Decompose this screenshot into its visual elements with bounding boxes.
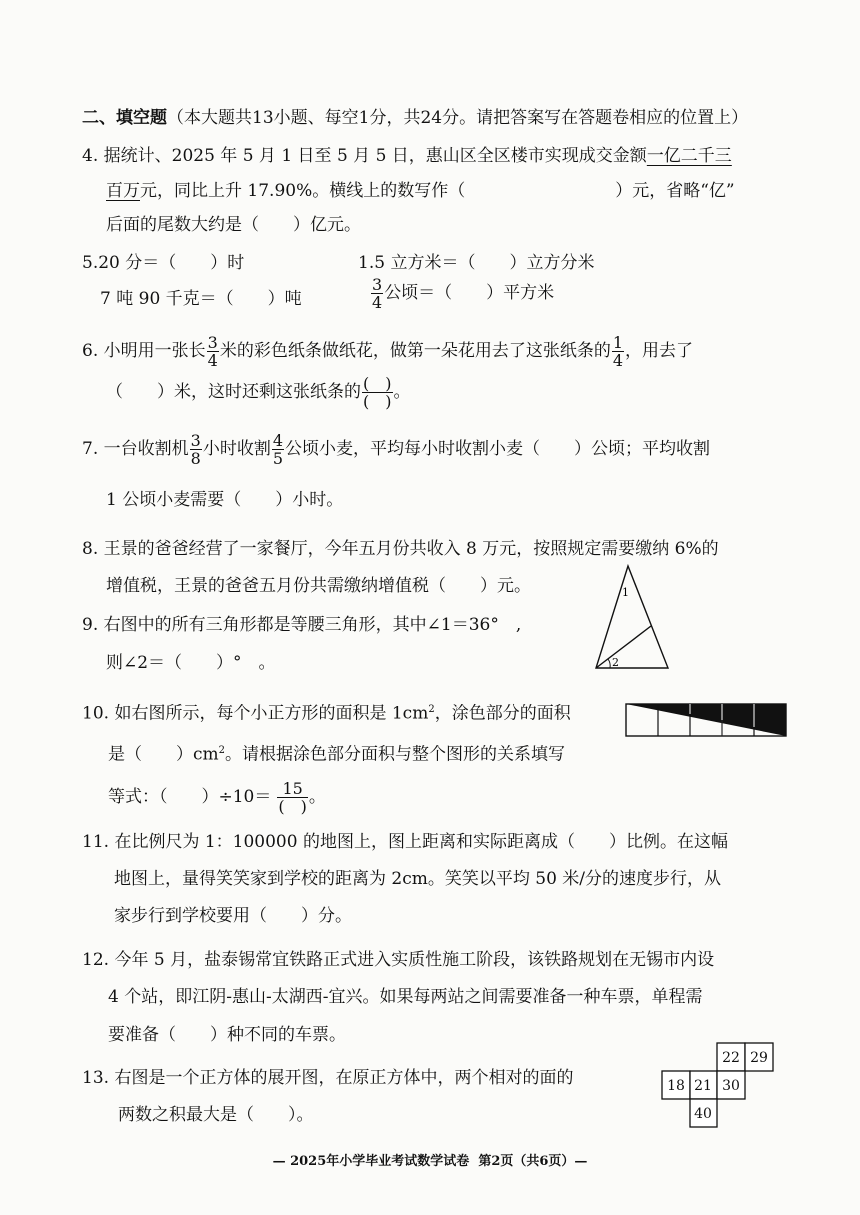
q12-number: 12. <box>82 950 110 970</box>
q12-text-1: 今年 5 月，盐泰锡常宜铁路正式进入实质性施工阶段，该铁路规划在无锡市内设 <box>114 950 715 970</box>
q10-text-4: 。请根据涂色部分面积与整个图形的关系填写 <box>225 744 566 765</box>
q5-fraction <box>371 276 383 311</box>
q5-part-d-text: 公顷＝（ ）平方米 <box>384 283 555 303</box>
q10-fraction-den: ( ) <box>278 797 307 816</box>
q11-line3: 家步行到学校要用（ ）分。 <box>114 906 352 926</box>
q13-line2: 两数之积最大是（ ）。 <box>118 1105 314 1125</box>
q8-text-1: 王景的爸爸经营了一家餐厅，今年五月份共收入 8 万元，按照规定需要缴纳 6%的 <box>103 539 719 559</box>
q8-number: 8. <box>82 539 99 559</box>
q12-line2: 4 个站，即江阴-惠山-太湖西-宜兴。如果每两站之间需要准备一种车票，单程需 <box>108 987 703 1007</box>
q8-line1 <box>82 541 719 558</box>
q5-part-d <box>370 276 554 311</box>
q6-fraction-1-num: 3 <box>207 333 218 352</box>
q7-fraction-1-num: 3 <box>190 431 201 450</box>
q6-fraction-3-den: ( ) <box>363 392 392 411</box>
q6-line2 <box>106 375 411 410</box>
q9-line2: 则∠2＝（ ）° 。 <box>106 653 276 673</box>
q11-line2: 地图上，量得笑笑家到学校的距离为 2cm。笑笑以平均 50 米/分的速度步行，从 <box>114 869 722 889</box>
q11-line1 <box>82 834 728 851</box>
q10-line3 <box>108 780 326 815</box>
section-header <box>82 110 748 127</box>
q6-fraction-3-num: ( ) <box>363 374 392 393</box>
q9-angle-2-label: 2 <box>612 656 619 669</box>
q10-fraction <box>277 780 308 815</box>
q7-fraction-1-den: 8 <box>190 449 201 468</box>
q6-text-3: ，用去了 <box>625 341 694 361</box>
q13-line1 <box>82 1070 573 1087</box>
q10-number: 10. <box>82 703 110 724</box>
q9-text-1: 右图中的所有三角形都是等腰三角形，其中∠1＝36° , <box>103 615 522 635</box>
q13-net-number: 21 <box>694 1078 712 1094</box>
q9-number: 9. <box>82 615 99 635</box>
q10-text-1: 如右图所示，每个小正方形的面积是 1cm <box>114 703 429 724</box>
q12-line1 <box>82 952 714 969</box>
q10-sup-2: 2 <box>218 745 226 756</box>
q9-angle-1-label: 1 <box>622 586 629 599</box>
q13-net-number: 40 <box>694 1106 712 1122</box>
q13-text-1: 右图是一个正方体的展开图，在原正方体中，两个相对的面的 <box>114 1068 574 1088</box>
q13-number: 13. <box>82 1068 110 1088</box>
q9-angle-2-arc <box>608 659 610 668</box>
q5-fraction-den: 4 <box>372 293 383 312</box>
q10-sup-1: 2 <box>428 704 435 715</box>
q4-underlined-1: 一亿二千三 <box>646 146 732 166</box>
section-note: （本大题共13小题、每空1分，共24分。请把答案写在答题卷相应的位置上） <box>167 108 749 128</box>
page-footer: — 2025年小学毕业考试数学试卷 第2页（共6页）— <box>272 1154 588 1169</box>
q5-part-c: 7 吨 90 千克＝（ ）吨 <box>100 289 302 309</box>
q11-text-1: 在比例尺为 1：100000 的地图上，图上距离和实际距离成（ ）比例。在这幅 <box>114 832 728 852</box>
q10-text-3: 是（ ）cm <box>108 744 219 765</box>
q9-outer-triangle <box>596 566 668 668</box>
q7-line1 <box>82 432 710 467</box>
q7-fraction-2-num: 4 <box>272 431 284 450</box>
q9-triangle-figure <box>588 562 674 674</box>
q5-part-a: 20 分＝（ ）时 <box>98 253 245 273</box>
q6-fraction-1 <box>207 334 219 369</box>
q6-text-5: 。 <box>393 382 411 402</box>
q4-number: 4. <box>82 146 99 166</box>
q6-fraction-2 <box>612 334 624 369</box>
q12-line3: 要准备（ ）种不同的车票。 <box>108 1025 346 1045</box>
q10-line2 <box>108 746 565 764</box>
q6-fraction-1-den: 4 <box>207 351 218 370</box>
q6-text-4: （ ）米，这时还剩这张纸条的 <box>106 382 361 402</box>
q8-line2: 增值税，王景的爸爸五月份共需缴纳增值税（ ）元。 <box>106 576 531 596</box>
q4-text-2: 元，同比上升 17.90%。横线上的数写作（ <box>140 181 466 201</box>
q9-inner-line <box>596 626 651 668</box>
q13-net-number: 30 <box>722 1078 740 1094</box>
q4-text-1: 据统计、2025 年 5 月 1 日至 5 月 5 日，惠山区全区楼市实现成交金额 <box>103 146 647 166</box>
q5-number: 5. <box>82 253 99 273</box>
q10-line1 <box>82 705 571 723</box>
q13-net-number: 18 <box>667 1078 685 1094</box>
q10-text-2: ，涂色部分的面积 <box>434 703 571 724</box>
q5-fraction-num: 3 <box>372 275 383 294</box>
q6-text-1: 小明用一张长 <box>103 341 206 361</box>
q7-text-2: 小时收割 <box>202 439 271 459</box>
q13-net-number: 29 <box>750 1050 768 1066</box>
q6-fraction-3 <box>362 375 393 410</box>
q7-line2: 1 公顷小麦需要（ ）小时。 <box>106 490 344 510</box>
q7-number: 7. <box>82 439 99 459</box>
q7-fraction-1 <box>190 432 202 467</box>
q13-cube-net <box>660 1041 780 1129</box>
q4-underlined-2: 百万 <box>106 181 140 201</box>
q4-text-3: ）元，省略“亿” <box>615 181 735 201</box>
q10-grid-figure <box>624 702 788 738</box>
q6-fraction-2-num: 1 <box>612 333 624 352</box>
q5-line1 <box>82 255 244 272</box>
q5-part-b: 1.5 立方米＝（ ）立方分米 <box>358 253 595 273</box>
q10-fraction-num: 15 <box>277 780 308 798</box>
q4-line2 <box>106 183 735 200</box>
q6-number: 6. <box>82 341 99 361</box>
section-title: 二、填空题 <box>82 108 167 128</box>
q9-line1 <box>82 617 521 634</box>
q10-text-6: 。 <box>308 787 326 807</box>
q7-text-3: 公顷小麦，平均每小时收割小麦（ ）公顷；平均收割 <box>285 439 711 459</box>
q4-line1 <box>82 148 732 165</box>
q6-line1 <box>82 334 693 369</box>
q7-text-1: 一台收割机 <box>103 439 189 459</box>
q7-fraction-2 <box>272 432 284 467</box>
q11-number: 11. <box>82 832 110 852</box>
q10-shaded-region <box>626 704 786 736</box>
q6-text-2: 米的彩色纸条做纸花，做第一朵花用去了这张纸条的 <box>219 341 611 361</box>
q6-fraction-2-den: 4 <box>612 351 624 370</box>
q10-text-5: 等式：（ ）÷10＝ <box>108 787 272 807</box>
q7-fraction-2-den: 5 <box>272 449 284 468</box>
q13-net-number: 22 <box>722 1050 740 1066</box>
q4-line3: 后面的尾数大约是（ ）亿元。 <box>106 215 361 235</box>
